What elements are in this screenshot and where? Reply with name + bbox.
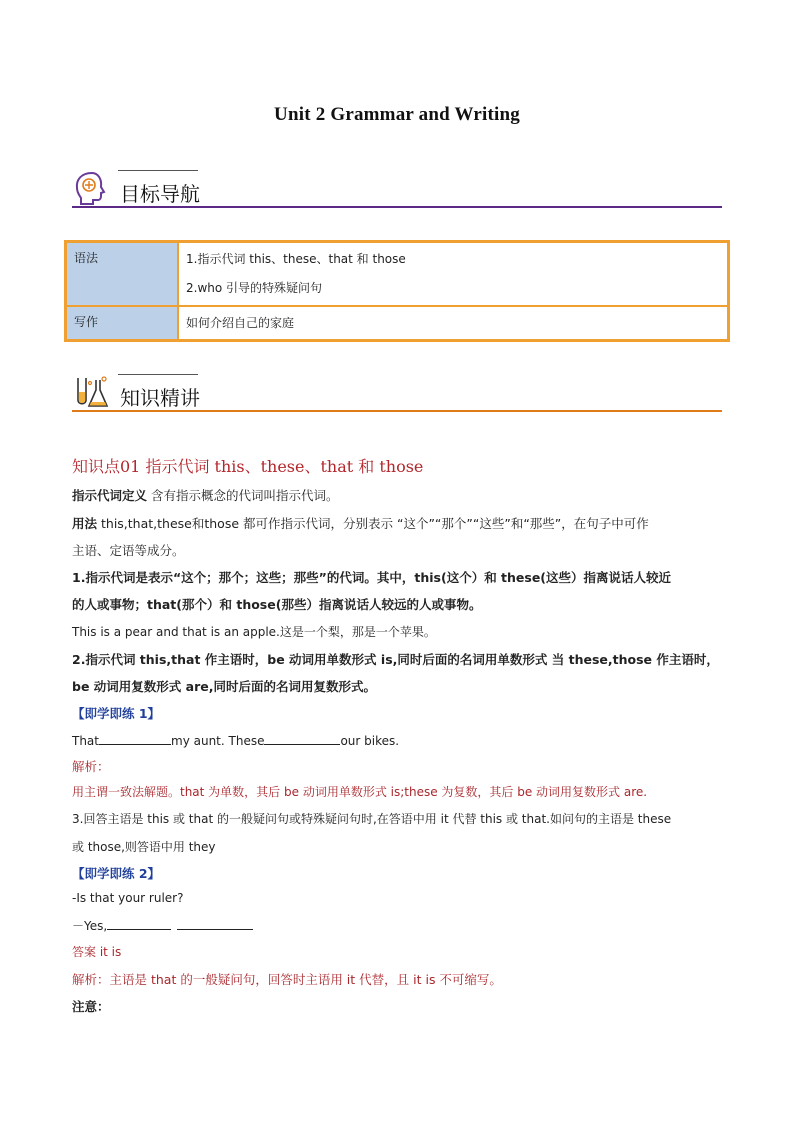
answer-row — [72, 943, 728, 960]
section-header-knowledge — [72, 374, 722, 414]
definition-line — [72, 486, 728, 504]
rule-2-line-1: 2.指示代词 this,that 作主语时，be 动词用单数形式 is,同时后面的名词用单数形式 当 these,those 作主语时， — [72, 652, 719, 667]
table-value-cell — [178, 306, 728, 340]
table-line: 如何介绍自己的家庭 — [186, 316, 295, 330]
table-line: 2.who 引导的特殊疑问句 — [186, 281, 323, 295]
section-label: 知识精讲 — [120, 386, 200, 410]
rule-3-line-2: 或 those,则答语中用 they — [72, 840, 216, 854]
table-key-cell: 语法 — [66, 242, 178, 306]
definition-label: 指示代词定义 — [72, 488, 148, 503]
answer-line — [72, 917, 728, 934]
usage-line-2: 主语、定语等成分。 — [72, 543, 185, 558]
usage-text: this,that,these和those 都可作指示代词，分别表示 “这个”“那个”“这些”和“那些”，在句子中可作 — [97, 516, 649, 531]
usage-line — [72, 514, 728, 532]
answer-text: it is — [96, 945, 122, 959]
rule-1-line-1: 1.指示代词是表示“这个；那个；这些；那些”的代词。其中，this(这个）和 these(这些）指离说话人较近 — [72, 570, 672, 585]
answer-prefix: －Yes, — [72, 919, 108, 933]
rule-1-line-2: 的人或事物；that(那个）和 those(那些）指离说话人较远的人或事物。 — [72, 597, 482, 612]
table-row — [66, 242, 728, 306]
section-topline — [118, 374, 198, 375]
head-brain-icon — [72, 170, 112, 206]
page-title: Unit 2 Grammar and Writing — [274, 104, 520, 125]
fill-blank — [99, 732, 171, 745]
table-line: 1.指示代词 this、these、that 和 those — [186, 252, 406, 266]
section-label: 目标导航 — [120, 182, 200, 206]
analysis-text: 用主谓一致法解题。that 为单数，其后 be 动词用单数形式 is;these 为复数，其后 be 动词用复数形式 are. — [72, 785, 648, 799]
goals-table — [64, 240, 730, 342]
sentence-part: That — [72, 734, 99, 748]
table-value-cell — [178, 242, 728, 306]
section-topline — [118, 170, 198, 171]
practice-1-sentence — [72, 732, 728, 748]
sentence-part: my aunt. These — [171, 734, 265, 748]
example-sentence: This is a pear and that is an apple.这是一个梨，那是一个苹果。 — [72, 625, 436, 639]
table-key-cell: 写作 — [66, 306, 178, 340]
fill-blank — [177, 917, 253, 930]
rule-2-line-2: be 动词用复数形式 are,同时后面的名词用复数形式。 — [72, 679, 376, 694]
note-label: 注意： — [72, 999, 110, 1014]
table-row — [66, 306, 728, 340]
fill-blank — [264, 732, 340, 745]
definition-text: 含有指示概念的代词叫指示代词。 — [147, 488, 339, 503]
answer-label: 答案 — [72, 945, 97, 959]
practice-1-label: 【即学即练 1】 — [72, 706, 161, 721]
section-rule — [72, 206, 722, 208]
question-line: -Is that your ruler? — [72, 891, 184, 905]
usage-label: 用法 — [72, 516, 98, 531]
knowledge-point-title: 知识点01 指示代词 this、these、that 和 those — [72, 457, 424, 476]
section-header-goals — [72, 170, 722, 210]
analysis-2-text: 解析：主语是 that 的一般疑问句，回答时主语用 it 代替，且 it is 不可缩写。 — [72, 972, 502, 987]
section-rule — [72, 410, 722, 412]
sentence-part: our bikes. — [340, 734, 400, 748]
practice-2-label: 【即学即练 2】 — [72, 866, 161, 881]
analysis-label: 解析： — [72, 759, 110, 774]
flask-icon — [72, 374, 112, 410]
fill-blank — [107, 917, 171, 930]
rule-3-line-1: 3.回答主语是 this 或 that 的一般疑问句或特殊疑问句时,在答语中用 it 代替 this 或 that.如问句的主语是 these — [72, 812, 672, 826]
